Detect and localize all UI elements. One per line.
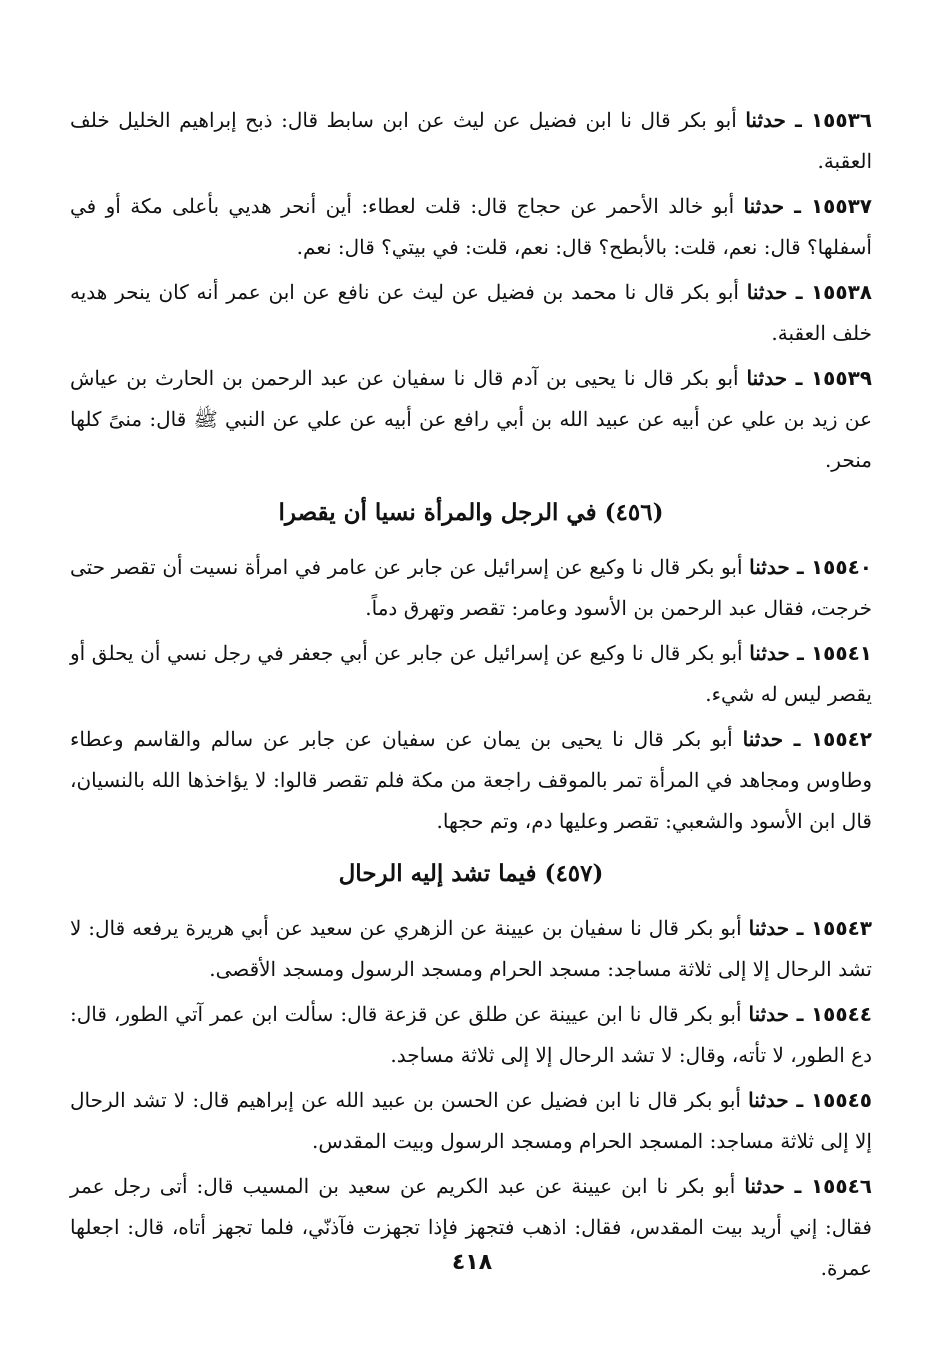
hadith-lead-word: حدثنا (748, 1002, 790, 1026)
hadith-number: ١٥٥٤٥ (810, 1088, 872, 1112)
hadith-text: أبو بكر قال نا ابن فضيل عن الحسن بن عبيد الله عن إبراهيم قال: لا تشد الرحال إلا إلى ثلاثة مساجد: المسجد الحرام ومسجد الرسول وبيت المقدس. (70, 1088, 872, 1153)
hadith-lead-word: حدثنا (749, 641, 790, 665)
hadith-lead-word: حدثنا (744, 1174, 785, 1198)
hadith-number: ١٥٥٣٨ (810, 280, 873, 304)
dash-separator: ـ (787, 366, 811, 390)
hadith-number: ١٥٥٣٩ (810, 366, 873, 390)
hadith-number: ١٥٥٣٧ (810, 194, 872, 218)
page-number: ٤١٨ (451, 1250, 493, 1275)
hadith-number: ١٥٥٤١ (810, 641, 873, 665)
hadith-lead-word: حدثنا (748, 916, 790, 940)
hadith-entry (70, 358, 872, 481)
hadith-lead-word: حدثنا (748, 1088, 789, 1112)
hadith-lead-word: حدثنا (749, 555, 790, 579)
hadith-entry (70, 186, 872, 268)
chapter-heading: (٤٥٧) فيما تشد إليه الرحال (338, 860, 604, 887)
hadith-entry (70, 547, 872, 629)
hadith-entry (70, 908, 872, 990)
hadith-entry (70, 719, 872, 842)
hadith-entry (70, 272, 872, 354)
hadith-entry (70, 1080, 872, 1162)
chapter-heading: (٤٥٦) في الرجل والمرأة نسيا أن يقصرا (278, 499, 664, 526)
hadith-lead-word: حدثنا (742, 727, 784, 751)
dash-separator: ـ (785, 108, 811, 132)
hadith-text: أبو بكر قال نا سفيان بن عيينة عن الزهري عن سعيد عن أبي هريرة يرفعه قال: لا تشد الرحال إلا إلى ثلاثة مساجد: مسجد الحرام ومسجد الرسول ومسجد الأقصى. (70, 916, 872, 981)
hadith-entry (70, 994, 872, 1076)
hadith-text: أبو بكر قال نا يحيى بن يمان عن سفيان عن جابر عن سالم والقاسم وعطاء وطاوس ومجاهد في المرأة تمر بالموقف راجعة من مكة فلم تقصر قالوا: لا يؤاخذها الله بالنسيان، قال ابن الأسود والشعبي: تقصر وعليها دم، وتم حجها. (70, 727, 872, 833)
hadith-lead-word: حدثنا (746, 366, 788, 390)
hadith-lead-word: حدثنا (746, 280, 788, 304)
dash-separator: ـ (784, 194, 811, 218)
hadith-number: ١٥٥٤٤ (810, 1002, 873, 1026)
hadith-entry (70, 633, 872, 715)
dash-separator: ـ (789, 641, 811, 665)
hadith-text: أبو بكر قال نا يحيى بن آدم قال نا سفيان عن عبد الرحمن بن الحارث بن عياش عن زيد بن علي عن أبيه عن عبيد الله بن أبي رافع عن أبيه عن علي عن النبي ﷺ قال: منىً كلها منحر. (70, 366, 872, 472)
dash-separator: ـ (789, 555, 811, 579)
hadith-text: أبو خالد الأحمر عن حجاج قال: قلت لعطاء: أين أنحر هديي بأعلى مكة أو في أسفلها؟ قال: نعم، قلت: بالأبطح؟ قال: نعم، قلت: في بيتي؟ قال: نعم. (70, 194, 872, 259)
hadith-lead-word: حدثنا (745, 108, 786, 132)
hadith-text: أبو بكر قال نا وكيع عن إسرائيل عن جابر عن عامر في امرأة نسيت أن تقصر حتى خرجت، فقال عبد الرحمن بن الأسود وعامر: تقصر وتهرق دماً. (70, 555, 872, 620)
text-body (70, 100, 872, 1293)
hadith-text: أبو بكر قال نا ابن عيينة عن طلق عن قزعة قال: سألت ابن عمر آتي الطور، قال: دع الطور، لا تأته، وقال: لا تشد الرحال إلا إلى ثلاثة مساجد. (70, 1002, 872, 1067)
hadith-number: ١٥٥٤٠ (810, 555, 872, 579)
hadith-entry (70, 100, 872, 182)
dash-separator: ـ (783, 727, 811, 751)
hadith-number: ١٥٥٤٦ (810, 1174, 873, 1198)
hadith-text: أبو بكر قال نا ابن فضيل عن ليث عن ابن سابط قال: ذبح إبراهيم الخليل خلف العقبة. (70, 108, 872, 173)
hadith-number: ١٥٥٣٦ (810, 108, 873, 132)
dash-separator: ـ (788, 1088, 811, 1112)
dash-separator: ـ (789, 1002, 811, 1026)
hadith-number: ١٥٥٤٢ (810, 727, 873, 751)
hadith-number: ١٥٥٤٣ (810, 916, 873, 940)
hadith-text: أبو بكر قال نا وكيع عن إسرائيل عن جابر عن أبي جعفر في رجل نسي أن يحلق أو يقصر ليس له شيء. (70, 641, 872, 706)
dash-separator: ـ (789, 916, 811, 940)
hadith-lead-word: حدثنا (743, 194, 785, 218)
dash-separator: ـ (787, 280, 811, 304)
dash-separator: ـ (784, 1174, 811, 1198)
hadith-text: أبو بكر قال نا محمد بن فضيل عن ليث عن نافع عن ابن عمر أنه كان ينحر هديه خلف العقبة. (70, 280, 872, 345)
hadith-text: أبو بكر نا ابن عيينة عن عبد الكريم عن سعيد بن المسيب قال: أتى رجل عمر فقال: إني أريد بيت المقدس، فقال: اذهب فتجهز فإذا تجهزت فآذنّي، فلما تجهز أتاه، قال: اجعلها عمرة. (70, 1174, 872, 1280)
